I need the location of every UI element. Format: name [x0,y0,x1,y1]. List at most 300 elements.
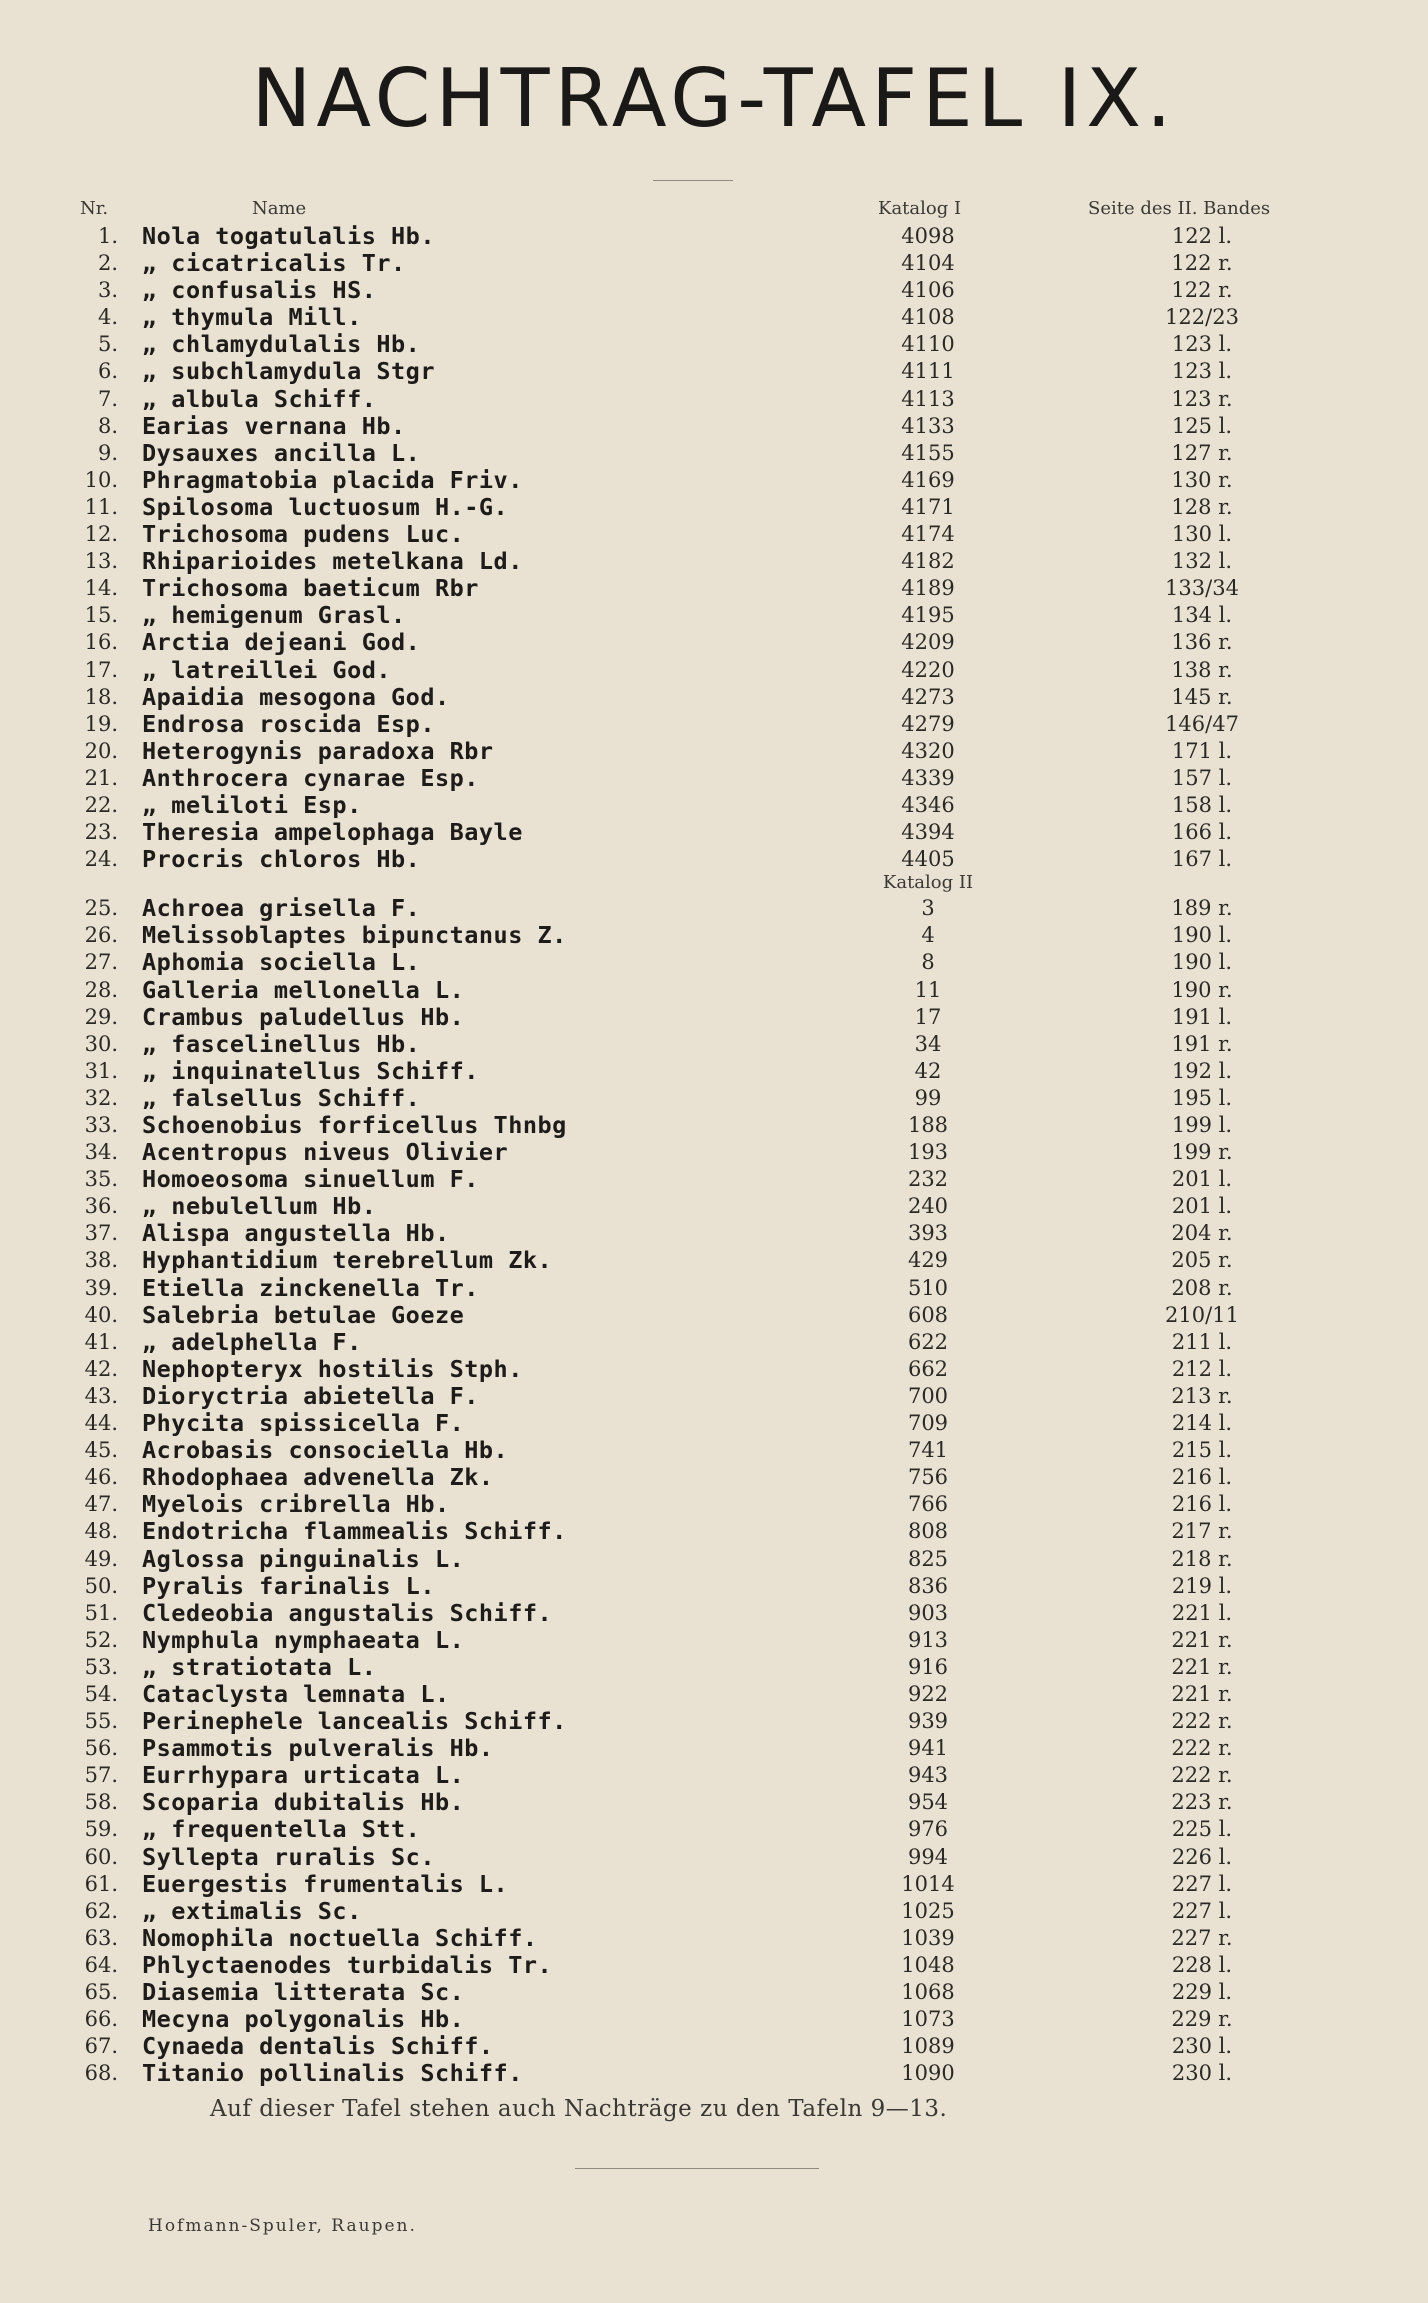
page-reference: 226 l. [1171,1844,1233,1869]
katalog-number: 42 [914,1058,942,1083]
table-row [0,1220,1428,1247]
header-katalog-1: Katalog I [878,198,962,219]
katalog-number: 976 [907,1817,949,1842]
page-reference: 190 l. [1171,923,1233,948]
header-name: Name [252,198,307,219]
katalog-number: 4182 [901,549,955,574]
table-row [0,1735,1428,1762]
table-row [0,1437,1428,1464]
page-reference: 189 r. [1171,896,1233,921]
row-number: 15. [84,603,118,628]
species-name: Earias vernana Hb. [142,411,406,440]
katalog-number: 232 [907,1167,949,1192]
katalog-number: 662 [907,1356,949,1381]
table-row [0,792,1428,819]
page-reference: 222 r. [1171,1709,1233,1734]
plate-note: Auf dieser Tafel stehen auch Nachträge zu den Tafeln 9—13. [210,2096,948,2122]
row-number: 8. [97,413,118,438]
species-name: Psammotis pulveralis Hb. [142,1734,494,1763]
page-reference: 122 l. [1171,224,1233,248]
row-number: 57. [84,1763,118,1788]
page-reference: 222 r. [1171,1736,1233,1761]
table-row [0,2006,1428,2033]
katalog-number: 510 [907,1275,949,1300]
page-reference: 228 l. [1171,1952,1233,1977]
katalog-number: 4 [921,923,935,948]
table-row [0,1166,1428,1193]
page-reference: 123 l. [1171,359,1233,384]
page-reference: 130 l. [1171,522,1233,547]
katalog-number: 11 [914,977,942,1002]
species-name: „ inquinatellus Schiff. [142,1056,479,1085]
table-row [0,331,1428,358]
table-row [0,223,1428,250]
row-number: 18. [84,684,118,709]
row-number: 58. [84,1790,118,1815]
header-seite: Seite des II. Bandes [1088,198,1271,219]
katalog-number: 4104 [901,251,955,276]
page-reference: 122 r. [1171,251,1233,276]
species-name: Theresia ampelophaga Bayle [142,818,523,847]
species-name: „ hemigenum Grasl. [142,601,406,630]
katalog-number: 700 [907,1383,949,1408]
species-name: Eurrhypara urticata L. [142,1761,465,1790]
row-number: 1. [97,224,118,248]
katalog-number: 4169 [901,467,955,492]
species-name: „ stratiotata L. [142,1652,377,1681]
table-row [0,1329,1428,1356]
table-row [0,2033,1428,2060]
species-name: „ confusalis HS. [142,276,377,305]
page-reference: 191 l. [1171,1004,1233,1029]
species-name: Trichosoma baeticum Rbr [142,574,479,603]
table-row [0,657,1428,684]
table-row [0,949,1428,976]
katalog-number: 1014 [901,1871,955,1896]
table-row [0,629,1428,656]
table-row [0,1708,1428,1735]
table-row [0,1058,1428,1085]
row-number: 45. [84,1438,118,1463]
table-row [0,977,1428,1004]
species-name: Anthrocera cynarae Esp. [142,763,479,792]
row-number: 16. [84,630,118,655]
table-row [0,922,1428,949]
page-reference: 201 l. [1171,1194,1233,1219]
row-number: 40. [84,1302,118,1327]
page-reference: 123 l. [1171,332,1233,357]
page-reference: 145 r. [1171,684,1233,709]
page-reference: 223 r. [1171,1790,1233,1815]
page-reference: 214 l. [1171,1411,1233,1436]
table-row [0,1762,1428,1789]
row-number: 47. [84,1492,118,1517]
footer-divider [575,2168,819,2169]
page-reference: 230 l. [1171,2034,1233,2059]
species-name: Endotricha flammealis Schiff. [142,1517,567,1546]
page-reference: 221 r. [1171,1627,1233,1652]
table-row [0,1464,1428,1491]
species-name: Hyphantidium terebrellum Zk. [142,1246,553,1275]
page-reference: 230 l. [1171,2061,1233,2086]
row-number: 30. [84,1031,118,1056]
species-name: „ cicatricalis Tr. [142,249,406,278]
species-name: „ falsellus Schiff. [142,1083,421,1112]
table-row [0,738,1428,765]
species-name: „ nebulellum Hb. [142,1192,377,1221]
katalog-number: 193 [907,1140,949,1165]
page-reference: 218 r. [1171,1546,1233,1571]
row-number: 41. [84,1329,118,1354]
page-reference: 122/23 [1165,305,1239,330]
table-row [0,602,1428,629]
katalog-number: 4220 [901,657,955,682]
katalog-number: 766 [907,1492,949,1517]
row-number: 11. [84,494,118,519]
table-row [0,1789,1428,1816]
species-name: Pyralis farinalis L. [142,1571,435,1600]
table-row [0,1275,1428,1302]
katalog-number: 4133 [901,413,955,438]
row-number: 32. [84,1085,118,1110]
table-row [0,765,1428,792]
katalog-number: 99 [914,1085,942,1110]
katalog-number: 1073 [901,2007,955,2032]
katalog-number: 3 [921,896,935,921]
row-number: 60. [84,1844,118,1869]
row-number: 42. [84,1356,118,1381]
species-name: Euergestis frumentalis L. [142,1869,509,1898]
katalog-number: 188 [907,1113,949,1137]
species-name: Procris chloros Hb. [142,845,421,874]
species-name: „ frequentella Stt. [142,1815,421,1844]
page-reference: 222 r. [1171,1763,1233,1788]
table-row [0,1816,1428,1843]
katalog-number: 4106 [901,278,955,303]
species-name: „ latreillei God. [142,655,392,684]
katalog-number: 4110 [901,332,955,357]
katalog-number: 4113 [901,386,955,411]
species-name: Phragmatobia placida Friv. [142,465,523,494]
katalog-number: 836 [907,1573,949,1598]
katalog-number: 429 [907,1248,949,1273]
table-row [0,548,1428,575]
table-row [0,521,1428,548]
katalog-number: 1068 [901,1980,955,2004]
row-number: 37. [84,1221,118,1246]
species-name: Heterogynis paradoxa Rbr [142,736,494,765]
species-name: Nephopteryx hostilis Stph. [142,1354,523,1383]
row-number: 29. [84,1004,118,1029]
row-number: 64. [84,1952,118,1977]
row-number: 43. [84,1383,118,1408]
row-number: 63. [84,1925,118,1950]
row-number: 6. [97,359,118,384]
katalog-number: 1048 [901,1952,955,1977]
row-number: 54. [84,1681,118,1706]
table-row [0,1681,1428,1708]
page-reference: 221 r. [1171,1681,1233,1706]
row-number: 62. [84,1898,118,1923]
katalog-number: 1025 [901,1898,955,1923]
species-name: Phlyctaenodes turbidalis Tr. [142,1950,553,1979]
katalog-number: 4279 [901,711,955,736]
species-name: Perinephele lancealis Schiff. [142,1707,567,1736]
species-name: Nola togatulalis Hb. [142,222,435,250]
species-name: Scoparia dubitalis Hb. [142,1788,465,1817]
row-number: 31. [84,1058,118,1083]
table-row [0,1600,1428,1627]
page-reference: 217 r. [1171,1519,1233,1544]
species-name: „ subchlamydula Stgr [142,357,435,386]
katalog-number: 943 [907,1763,949,1788]
katalog-number: 825 [907,1546,949,1571]
row-number: 52. [84,1627,118,1652]
page-reference: 229 r. [1171,2007,1233,2032]
katalog-number: 4320 [901,738,955,763]
row-number: 3. [97,278,118,303]
species-name: Trichosoma pudens Luc. [142,520,465,549]
page-reference: 221 r. [1171,1654,1233,1679]
species-name: „ adelphella F. [142,1327,362,1356]
page-reference: 125 l. [1171,413,1233,438]
species-name: Cynaeda dentalis Schiff. [142,2032,494,2061]
page-reference: 210/11 [1165,1302,1239,1327]
row-number: 22. [84,792,118,817]
page-reference: 216 l. [1171,1492,1233,1517]
row-number: 39. [84,1275,118,1300]
row-number: 35. [84,1167,118,1192]
row-number: 4. [97,305,118,330]
table-row [0,1627,1428,1654]
species-name: Achroea grisella F. [142,894,421,923]
page-reference: 171 l. [1171,738,1233,763]
katalog-number: 622 [907,1329,949,1354]
table-row [0,358,1428,385]
species-name: Titanio pollinalis Schiff. [142,2059,523,2088]
header-katalog-2: Katalog II [882,872,974,893]
table-row [0,413,1428,440]
table-row [0,467,1428,494]
species-name: Apaidia mesogona God. [142,682,450,711]
katalog-number: 4405 [901,847,955,872]
table-row [0,1898,1428,1925]
katalog-number: 4098 [901,224,955,248]
katalog-number: 34 [914,1031,942,1056]
species-name: „ chlamydulalis Hb. [142,330,421,359]
row-number: 9. [97,440,118,465]
page-reference: 211 l. [1171,1329,1233,1354]
katalog-number: 4209 [901,630,955,655]
species-name: Crambus paludellus Hb. [142,1002,465,1031]
row-number: 48. [84,1519,118,1544]
table-row [0,386,1428,413]
species-name: Acentropus niveus Olivier [142,1138,509,1167]
row-number: 25. [84,896,118,921]
row-number: 14. [84,576,118,601]
katalog-number: 4108 [901,305,955,330]
table-row [0,1139,1428,1166]
table-row [0,1031,1428,1058]
species-name: Acrobasis consociella Hb. [142,1436,509,1465]
species-name: Arctia dejeani God. [142,628,421,657]
row-number: 17. [84,657,118,682]
page-reference: 133/34 [1165,576,1239,601]
species-name: Melissoblaptes bipunctanus Z. [142,921,567,950]
katalog-number: 4189 [901,576,955,601]
species-name: Aphomia sociella L. [142,948,421,977]
page-reference: 190 l. [1171,950,1233,975]
page-title: NACHTRAG-TAFEL IX. [251,52,1177,145]
page-reference: 212 l. [1171,1356,1233,1381]
table-row [0,250,1428,277]
row-number: 2. [97,251,118,276]
katalog-number: 1039 [901,1925,955,1950]
page-reference: 128 r. [1171,494,1233,519]
katalog-number: 17 [914,1004,942,1029]
page-reference: 191 r. [1171,1031,1233,1056]
table-row [0,440,1428,467]
page-reference: 229 l. [1171,1980,1233,2004]
table-row [0,1004,1428,1031]
katalog-number: 1089 [901,2034,955,2059]
species-name: „ meliloti Esp. [142,790,362,819]
row-number: 19. [84,711,118,736]
table-row [0,1085,1428,1112]
katalog-number: 1090 [901,2061,955,2086]
page-reference: 195 l. [1171,1085,1233,1110]
katalog-number: 4195 [901,603,955,628]
publisher-credit: Hofmann-Spuler, Raupen. [148,2216,417,2236]
row-number: 21. [84,765,118,790]
species-name: „ albula Schiff. [142,384,377,413]
row-number: 56. [84,1736,118,1761]
katalog-number: 4273 [901,684,955,709]
table-row [0,1952,1428,1979]
table-row [0,1654,1428,1681]
table-row [0,1112,1428,1139]
species-name: Phycita spissicella F. [142,1409,465,1438]
katalog-number: 4346 [901,792,955,817]
table-row [0,1491,1428,1518]
row-number: 27. [84,950,118,975]
page-reference: 221 l. [1171,1600,1233,1625]
table-row [0,1410,1428,1437]
table-row [0,1546,1428,1573]
page-reference: 138 r. [1171,657,1233,682]
species-name: Cataclysta lemnata L. [142,1679,450,1708]
row-number: 66. [84,2007,118,2032]
table-row [0,895,1428,922]
row-number: 50. [84,1573,118,1598]
species-name: Cledeobia angustalis Schiff. [142,1598,553,1627]
katalog-number: 808 [907,1519,949,1544]
row-number: 65. [84,1980,118,2004]
species-name: Aglossa pinguinalis L. [142,1544,465,1573]
species-name: „ fascelinellus Hb. [142,1029,421,1058]
page-reference: 201 l. [1171,1167,1233,1192]
page-reference: 225 l. [1171,1817,1233,1842]
species-name: Nomophila noctuella Schiff. [142,1923,538,1952]
table-row [0,1302,1428,1329]
row-number: 61. [84,1871,118,1896]
species-name: Etiella zinckenella Tr. [142,1273,479,1302]
table-row [0,846,1428,873]
row-number: 12. [84,522,118,547]
page-reference: 227 l. [1171,1871,1233,1896]
row-number: 53. [84,1654,118,1679]
row-number: 49. [84,1546,118,1571]
species-name: Homoeosoma sinuellum F. [142,1165,479,1194]
page-reference: 205 r. [1171,1248,1233,1273]
species-name: Schoenobius forficellus Thnbg [142,1111,567,1139]
page-reference: 190 r. [1171,977,1233,1002]
row-number: 38. [84,1248,118,1273]
species-name: Rhodophaea advenella Zk. [142,1463,494,1492]
row-number: 10. [84,467,118,492]
table-row [0,819,1428,846]
page-reference: 127 r. [1171,440,1233,465]
table-row [0,1844,1428,1871]
table-row [0,494,1428,521]
table-row [0,1193,1428,1220]
species-name: „ thymula Mill. [142,303,362,332]
species-name: Alispa angustella Hb. [142,1219,450,1248]
katalog-number: 922 [907,1681,949,1706]
page-reference: 122 r. [1171,278,1233,303]
katalog-number: 939 [907,1709,949,1734]
row-number: 13. [84,549,118,574]
table-row [0,1979,1428,2006]
katalog-number: 4339 [901,765,955,790]
species-name: Endrosa roscida Esp. [142,709,435,738]
row-number: 68. [84,2061,118,2086]
species-name: Salebria betulae Goeze [142,1300,465,1329]
row-number: 5. [97,332,118,357]
row-number: 33. [84,1113,118,1137]
katalog-number: 913 [907,1627,949,1652]
species-name: Dysauxes ancilla L. [142,438,421,467]
page-reference: 130 r. [1171,467,1233,492]
page-reference: 199 r. [1171,1140,1233,1165]
row-number: 34. [84,1140,118,1165]
katalog-number: 4394 [901,820,955,845]
katalog-number: 941 [907,1736,949,1761]
page-reference: 219 l. [1171,1573,1233,1598]
species-name: Spilosoma luctuosum H.-G. [142,492,509,521]
row-number: 23. [84,820,118,845]
katalog-number: 903 [907,1600,949,1625]
row-number: 7. [97,386,118,411]
title-divider [653,180,733,181]
species-name: Diasemia litterata Sc. [142,1978,465,2006]
page-reference: 215 l. [1171,1438,1233,1463]
page-reference: 136 r. [1171,630,1233,655]
row-number: 59. [84,1817,118,1842]
katalog-number: 4174 [901,522,955,547]
page-reference: 208 r. [1171,1275,1233,1300]
row-number: 28. [84,977,118,1002]
katalog-number: 393 [907,1221,949,1246]
katalog-number: 8 [921,950,935,975]
table-row [0,1356,1428,1383]
row-number: 20. [84,738,118,763]
species-name: Mecyna polygonalis Hb. [142,2005,465,2034]
table-row [0,711,1428,738]
row-number: 36. [84,1194,118,1219]
species-table [0,223,1428,2087]
page-reference: 132 l. [1171,549,1233,574]
